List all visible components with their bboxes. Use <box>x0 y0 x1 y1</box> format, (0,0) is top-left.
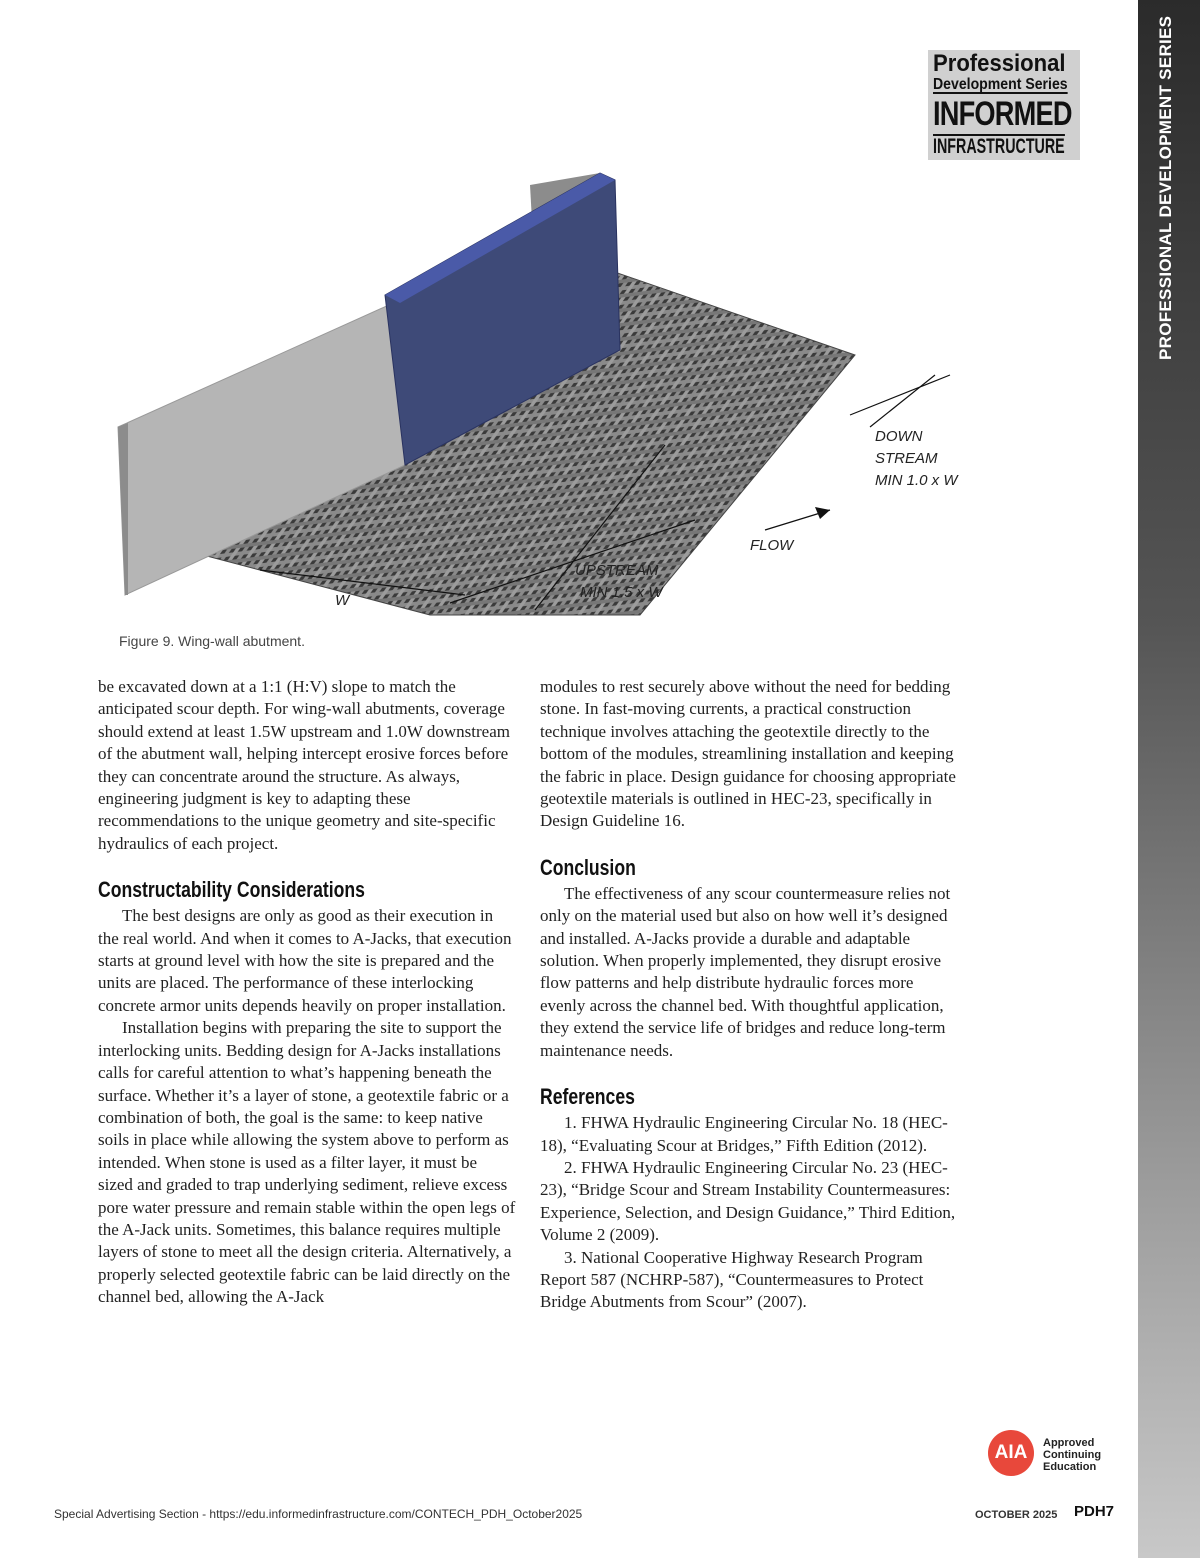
reference-item: 2. FHWA Hydraulic Engineering Circular No. 23 (HEC-23), “Bridge Scour and Stream Instability Countermeasures: Experience, Selection, and Design Guidance,” Third Edition, Volume 2 (2009). <box>540 1157 956 1245</box>
section-heading: Conclusion <box>540 854 636 880</box>
upstream-min-label: MIN 1.5 x W <box>580 584 663 601</box>
aia-text <box>1043 1437 1101 1473</box>
left-column <box>98 676 516 1309</box>
downstream-label: DOWN <box>875 428 923 445</box>
logo-line: INFRASTRUCTURE <box>933 135 1065 158</box>
logo-line: INFORMED <box>933 95 1072 133</box>
aia-logo: AIA <box>988 1430 1034 1476</box>
logo-line: Professional <box>933 50 1066 77</box>
section-heading: Constructability Considerations <box>98 877 365 903</box>
paragraph: The effectiveness of any scour countermeasure relies not only on the material used but also on how well it’s designed and installed. A-Jacks provide a durable and adaptable solution. When properly implemented, they disrupt erosive flow patterns and help distribute hydraulic forces more evenly across the channel bed. With thoughtful application, they extend the service life of bridges and reduce long-term maintenance needs. <box>540 883 951 1060</box>
reference-item: 1. FHWA Hydraulic Engineering Circular No. 18 (HEC-18), “Evaluating Scour at Bridges,” Fifth Edition (2012). <box>540 1113 948 1155</box>
series-logo <box>928 50 1080 160</box>
paragraph: The best designs are only as good as their execution in the real world. And when it comes to A-Jacks, that execution starts at ground level with how the site is prepared and the units are placed. The performance of these interlocking concrete armor units depends heavily on proper installation. <box>98 906 512 1015</box>
series-label: PROFESSIONAL DEVELOPMENT SERIES <box>1156 15 1175 360</box>
logo-line: Development Series <box>933 76 1068 93</box>
reference-item: 3. National Cooperative Highway Research Program Report 587 (NCHRP-587), “Countermeasures to Protect Bridge Abutments from Scour” (2007). <box>540 1247 924 1312</box>
upstream-label: UPSTREAM <box>575 562 659 579</box>
w-label: W <box>335 592 350 609</box>
wing-wall-figure <box>110 165 970 630</box>
figure-caption: Figure 9. Wing-wall abutment. <box>119 633 305 649</box>
downstream-label: STREAM <box>875 450 938 467</box>
page-number: PDH7 <box>1074 1503 1115 1520</box>
sidebar-band <box>1138 0 1200 1558</box>
aia-line: Continuing <box>1043 1449 1102 1461</box>
paragraph: Installation begins with preparing the site to support the interlocking units. Bedding design for A-Jacks installations calls for careful attention to what’s happening beneath the surface. Whether it’s a layer of stone, a geotextile fabric or a combination of both, the goal is the same: to keep native soils in place while allowing the system above to perform as intended. When stone is used as a filter layer, it must be sized and graded to trap underlying sediment, relieve excess pore water pressure and remain stable within the open legs of the A-Jack units. Sometimes, this balance requires multiple layers of stone to meet all the design criteria. Alternatively, a properly selected geotextile fabric can be laid directly on the channel bed, allowing the A-Jack <box>98 1018 516 1307</box>
footer-date: OCTOBER 2025 <box>975 1509 1058 1521</box>
section-heading: References <box>540 1084 635 1110</box>
aia-line: Education <box>1043 1461 1097 1473</box>
flow-label: FLOW <box>750 537 794 554</box>
paragraph: be excavated down at a 1:1 (H:V) slope to match the anticipated scour depth. For wing-wall abutments, coverage should extend at least 1.5W upstream and 1.0W downstream of the abutment wall, helping intercept erosive forces before they can concentrate around the structure. As always, engineering judgment is key to adapting these recommendations to the unique geometry and site-specific hydraulics of each project. <box>98 677 511 853</box>
downstream-min-label: MIN 1.0 x W <box>875 472 958 489</box>
aia-line: Approved <box>1043 1437 1095 1449</box>
footer-source: Special Advertising Section - https://edu.informedinfrastructure.com/CONTECH_PDH_October2025 <box>54 1507 583 1521</box>
right-column <box>540 676 958 1314</box>
paragraph: modules to rest securely above without the need for bedding stone. In fast-moving currents, a practical construction technique involves attaching the geotextile directly to the bottom of the modules, streamlining installation and keeping the fabric in place. Design guidance for choosing appropriate geotextile materials is outlined in HEC-23, specifically in Design Guideline 16. <box>540 677 956 831</box>
